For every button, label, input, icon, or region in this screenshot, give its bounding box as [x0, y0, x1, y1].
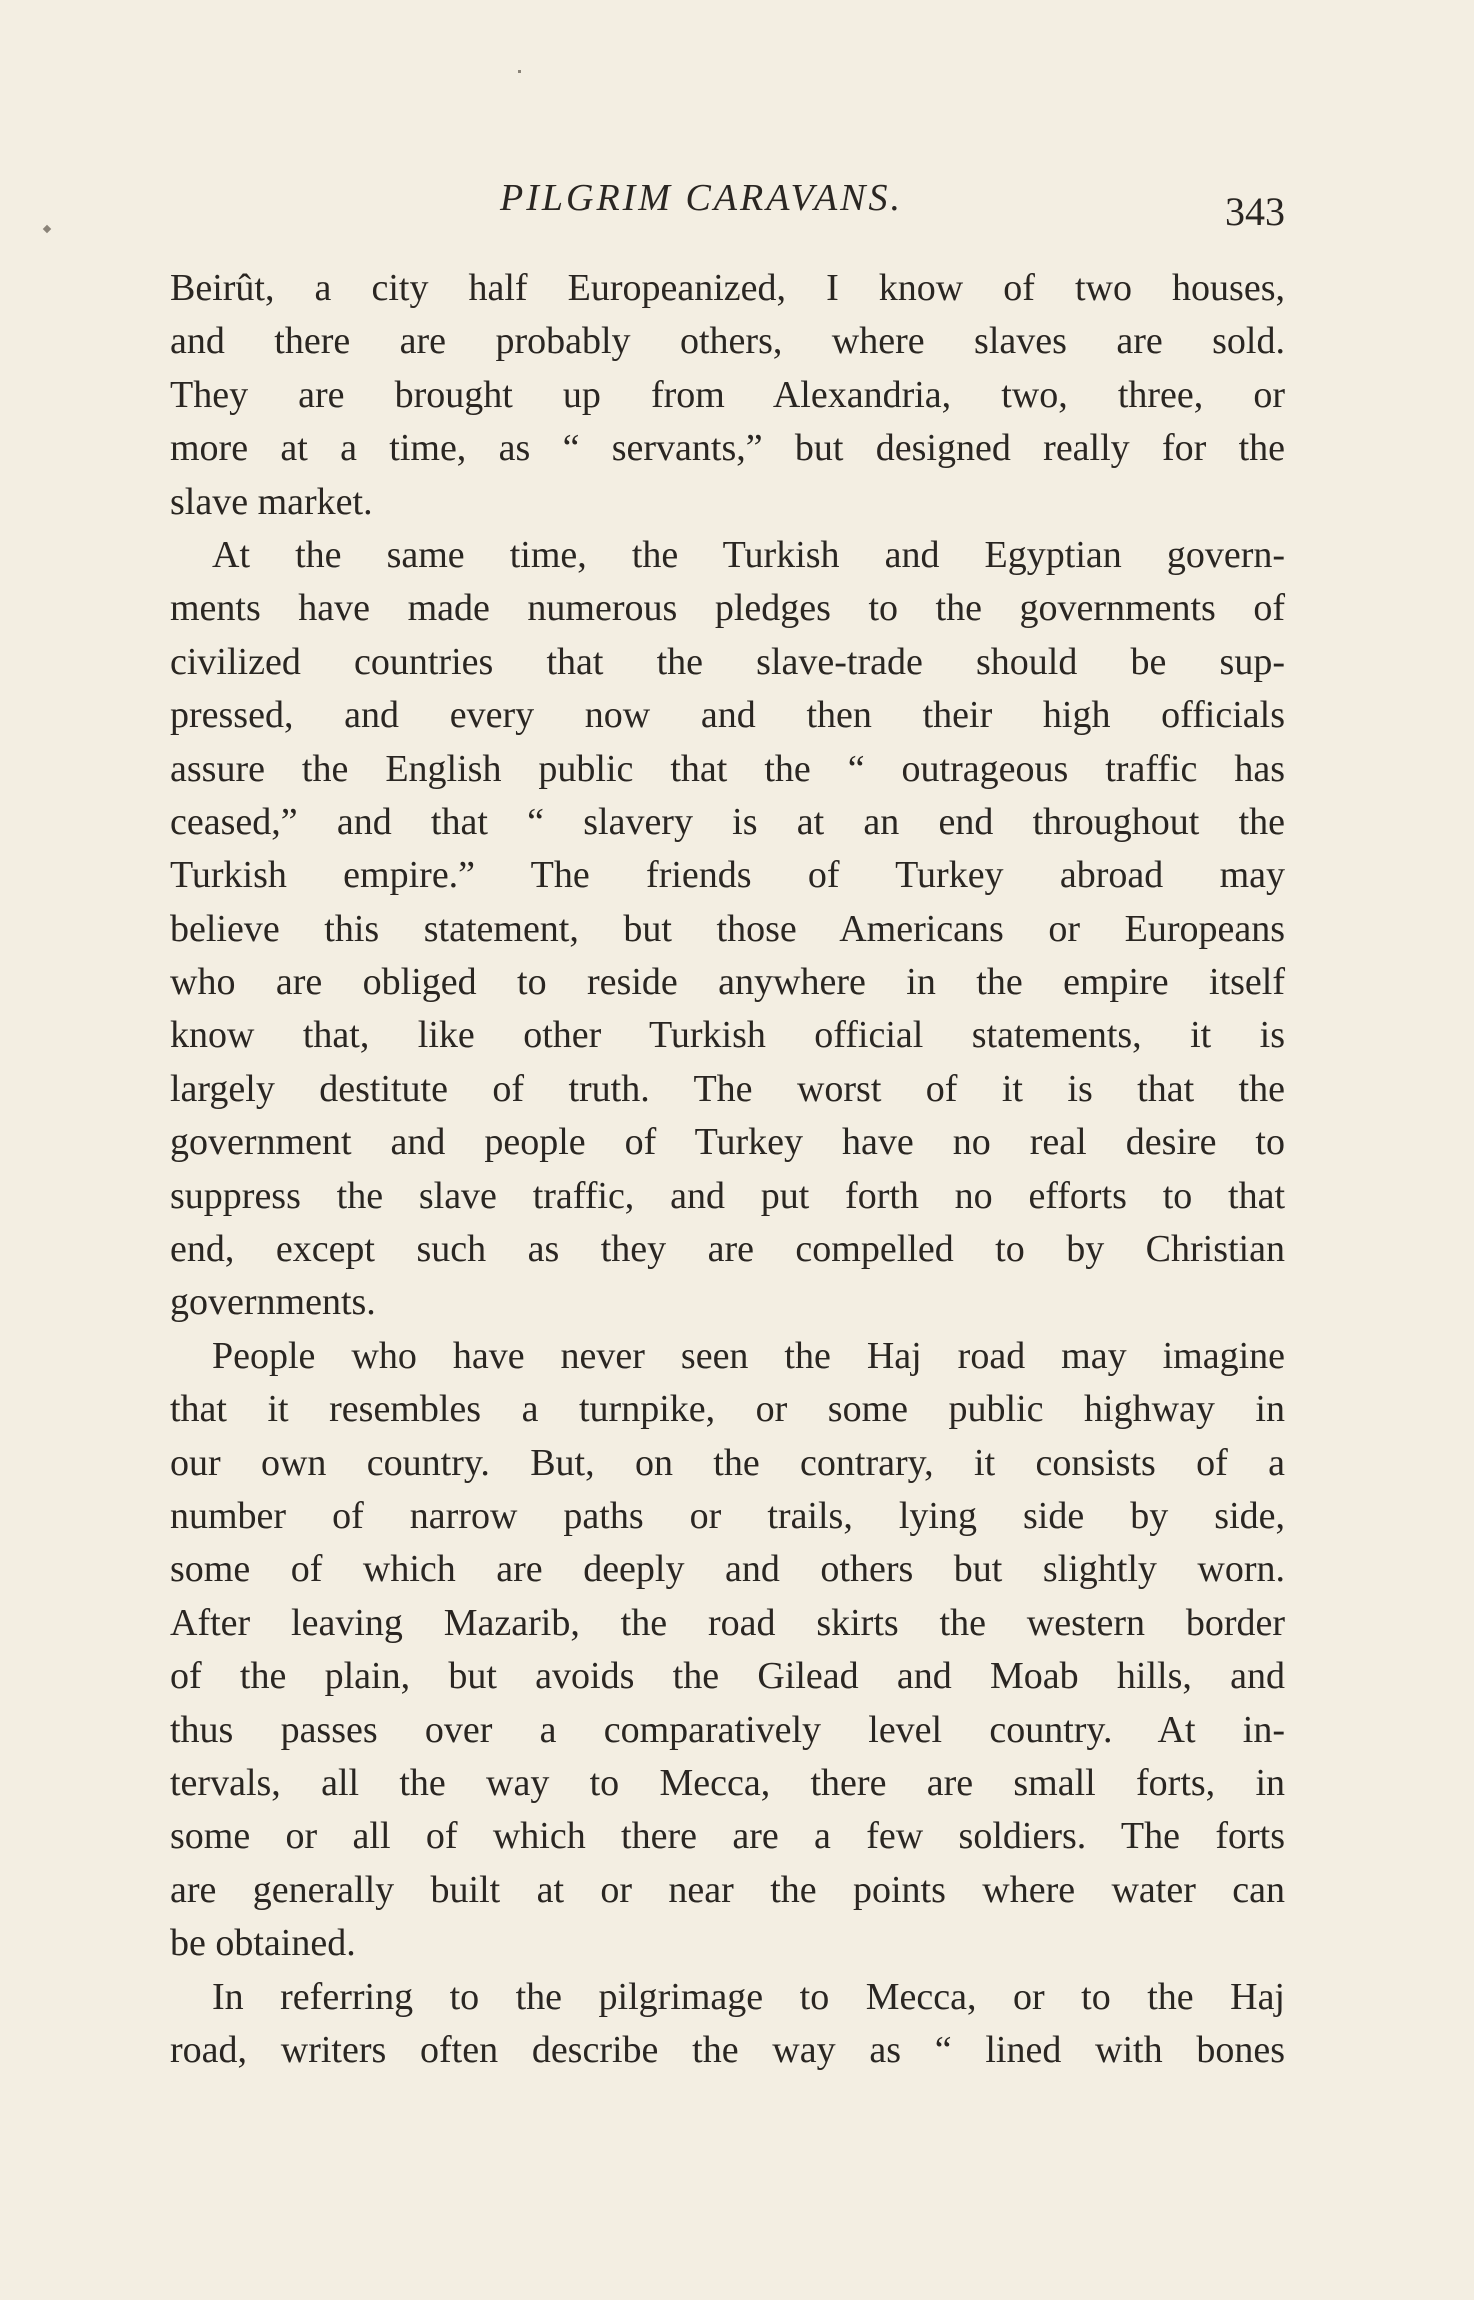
text-line: our own country. But, on the contrary, it consists of a — [170, 1441, 1285, 1484]
text-line: Beirût, a city half Europeanized, I know of two houses, — [170, 267, 1285, 309]
text-line: After leaving Mazarib, the road skirts the western border — [170, 1601, 1285, 1644]
text-line: and there are probably others, where slaves are sold. — [170, 320, 1285, 363]
text-line: tervals, all the way to Mecca, there are small forts, in — [170, 1761, 1285, 1804]
text-line: They are brought up from Alexandria, two, three, or — [170, 373, 1285, 416]
text-line: suppress the slave traffic, and put forth no efforts to that — [170, 1174, 1285, 1217]
text-line: road, writers often describe the way as “ lined with bones — [170, 2028, 1285, 2071]
text-line: People who have never seen the Haj road may imagine — [212, 1334, 1285, 1377]
print-speck — [518, 70, 521, 73]
text-line: that it resembles a turnpike, or some public highway in — [170, 1388, 1285, 1431]
running-title: PILGRIM CARAVANS. — [500, 177, 904, 219]
text-line: of the plain, but avoids the Gilead and Moab hills, and — [170, 1655, 1285, 1698]
text-line: some or all of which there are a few soldiers. The forts — [170, 1815, 1285, 1858]
text-line: slave market. — [170, 480, 373, 523]
text-line: Turkish empire.” The friends of Turkey abroad may — [170, 854, 1285, 897]
margin-mark — [43, 225, 51, 233]
text-line: largely destitute of truth. The worst of it is that the — [170, 1067, 1285, 1110]
running-head — [170, 168, 1285, 234]
text-line: more at a time, as “ servants,” but designed really for the — [170, 427, 1285, 470]
text-line: end, except such as they are compelled to by Christian — [170, 1228, 1285, 1271]
page-number: 343 — [1225, 189, 1285, 234]
text-line: pressed, and every now and then their high officials — [170, 694, 1285, 737]
text-line: civilized countries that the slave-trade should be sup- — [170, 640, 1285, 683]
text-line: know that, like other Turkish official statements, it is — [170, 1014, 1285, 1057]
body-text — [170, 262, 1285, 2077]
text-line: some of which are deeply and others but slightly worn. — [170, 1548, 1285, 1591]
text-line: assure the English public that the “ outrageous traffic has — [170, 747, 1285, 790]
text-line: ments have made numerous pledges to the governments of — [170, 587, 1285, 630]
text-line: believe this statement, but those Americans or Europeans — [170, 907, 1285, 950]
text-line: government and people of Turkey have no real desire to — [170, 1121, 1285, 1164]
text-line: governments. — [170, 1281, 376, 1324]
text-line: are generally built at or near the points where water can — [170, 1868, 1285, 1911]
text-line: At the same time, the Turkish and Egyptian govern- — [212, 533, 1285, 576]
text-line: number of narrow paths or trails, lying side by side, — [170, 1494, 1285, 1537]
text-line: thus passes over a comparatively level country. At in- — [170, 1708, 1285, 1751]
text-line: ceased,” and that “ slavery is at an end throughout the — [170, 800, 1285, 843]
text-line: who are obliged to reside anywhere in the empire itself — [170, 961, 1285, 1004]
text-line: In referring to the pilgrimage to Mecca, or to the Haj — [212, 1975, 1285, 2018]
text-line: be obtained. — [170, 1922, 356, 1965]
